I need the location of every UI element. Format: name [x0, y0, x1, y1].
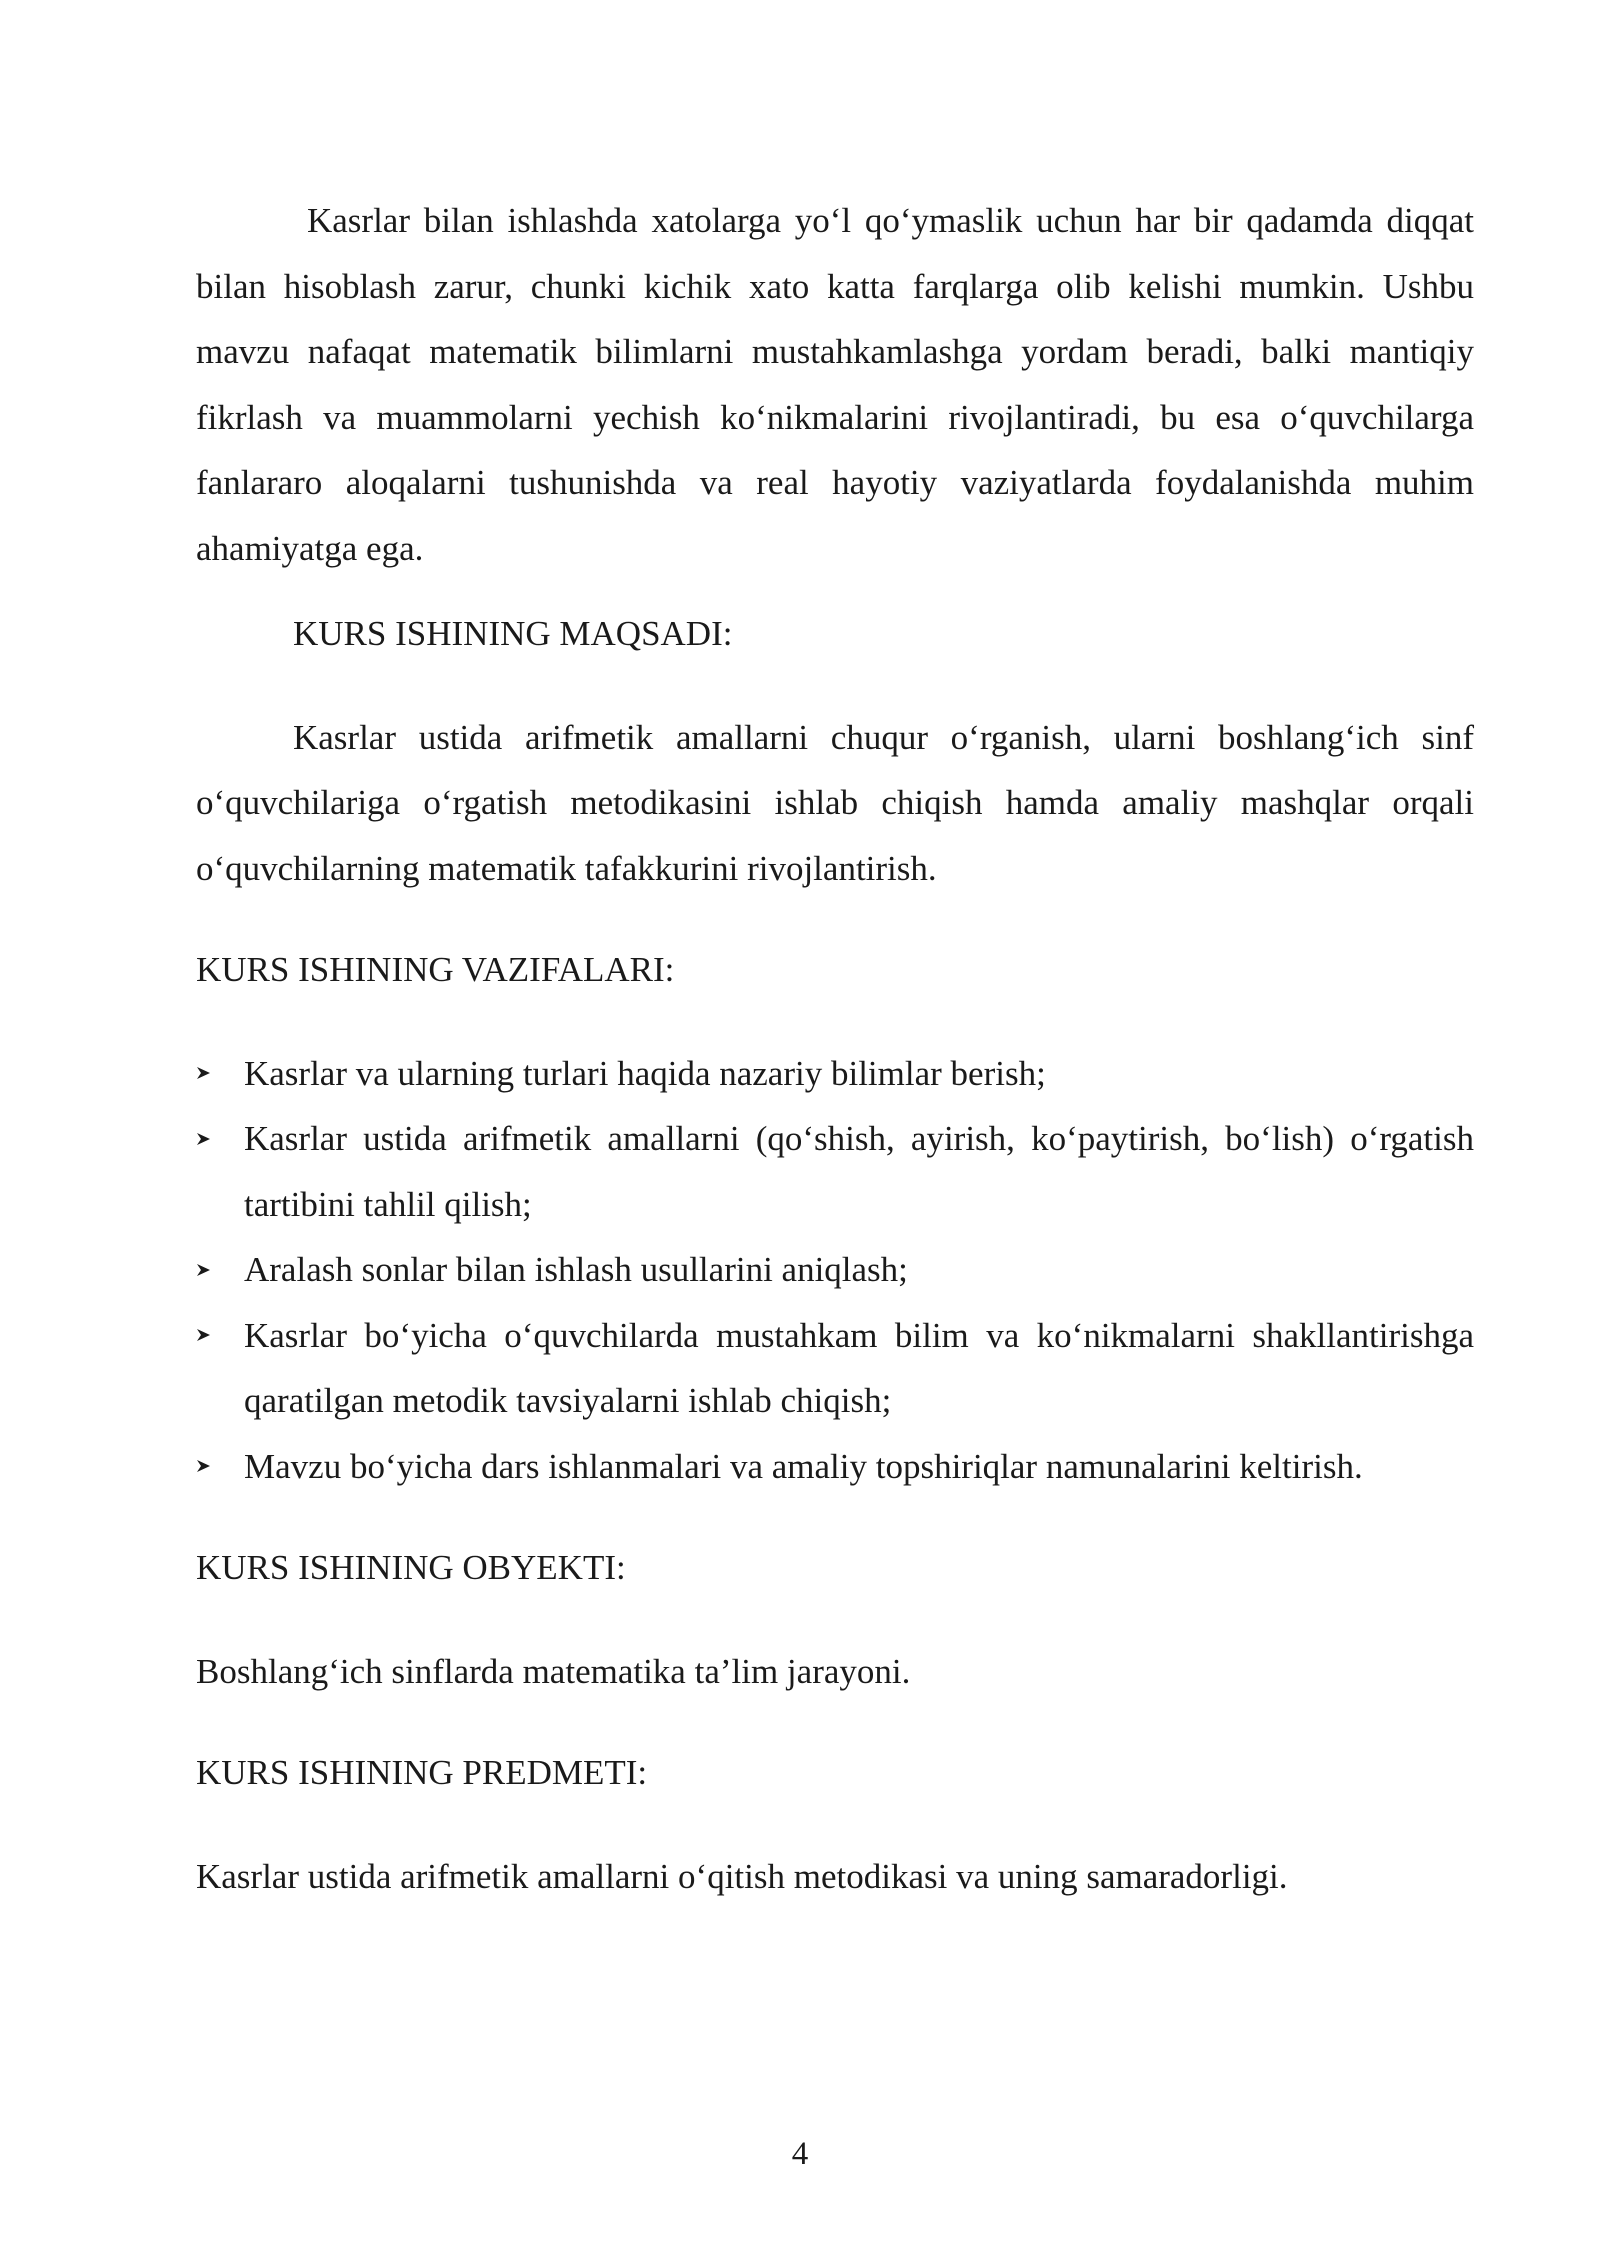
- task-text: Mavzu bo‘yicha dars ishlanmalari va amaliy topshiriqlar namunalarini keltirish.: [244, 1446, 1363, 1486]
- tasks-heading: KURS ISHINING VAZIFALARI:: [196, 950, 675, 989]
- page-number: 4: [791, 2136, 809, 2172]
- arrowhead-bullet-icon: [196, 1434, 220, 1500]
- task-text: Kasrlar bo‘yicha o‘quvchilarda mustahkam bilim va ko‘nikmalarni shakllantirishga qaratilgan metodik tavsiyalarni ishlab chiqish;: [244, 1315, 1474, 1420]
- goal-heading: KURS ISHINING MAQSADI:: [293, 614, 733, 653]
- list-item: [196, 1106, 1474, 1237]
- page-body: [196, 188, 1474, 1909]
- list-item: [196, 1041, 1474, 1107]
- intro-paragraph: Kasrlar bilan ishlashda xatolarga yo‘l qo‘ymaslik uchun har bir qadamda diqqat bilan hisoblash zarur, chunki kichik xato katta farqlarga olib kelishi mumkin. Ushbu mavzu nafaqat matematik bilimlarni mustahkamlashga yordam beradi, balki mantiqiy fikrlash va muammolarni yechish ko‘nikmalarini rivojlantiradi, bu esa o‘quvchilarga fanlararo aloqalarni tushunishda va real hayotiy vaziyatlarda foydalanishda muhim ahamiyatga ega.: [196, 201, 1474, 568]
- subject-heading: KURS ISHINING PREDMETI:: [196, 1753, 648, 1792]
- arrowhead-bullet-icon: [196, 1041, 220, 1107]
- list-item: [196, 1237, 1474, 1303]
- arrowhead-bullet-icon: [196, 1303, 220, 1369]
- list-item: [196, 1303, 1474, 1434]
- task-text: Kasrlar va ularning turlari haqida nazariy bilimlar berish;: [244, 1053, 1046, 1093]
- tasks-list: [196, 1041, 1474, 1500]
- object-paragraph: Boshlang‘ich sinflarda matematika ta’lim jarayoni.: [196, 1651, 911, 1691]
- arrowhead-bullet-icon: [196, 1106, 220, 1172]
- task-text: Aralash sonlar bilan ishlash usullarini aniqlash;: [244, 1250, 908, 1289]
- list-item: [196, 1434, 1474, 1500]
- object-heading: KURS ISHINING OBYEKTI:: [196, 1548, 626, 1587]
- task-text: Kasrlar ustida arifmetik amallarni (qo‘shish, ayirish, ko‘paytirish, bo‘lish) o‘rgatish tartibini tahlil qilish;: [244, 1119, 1474, 1224]
- arrowhead-bullet-icon: [196, 1237, 220, 1303]
- goal-paragraph: Kasrlar ustida arifmetik amallarni chuqur o‘rganish, ularni boshlang‘ich sinf o‘quvchilariga o‘rgatish metodikasini ishlab chiqish hamda amaliy mashqlar orqali o‘quvchilarning matematik tafakkurini rivojlantirish.: [196, 717, 1474, 888]
- subject-paragraph: Kasrlar ustida arifmetik amallarni o‘qitish metodikasi va uning samaradorligi.: [196, 1856, 1288, 1896]
